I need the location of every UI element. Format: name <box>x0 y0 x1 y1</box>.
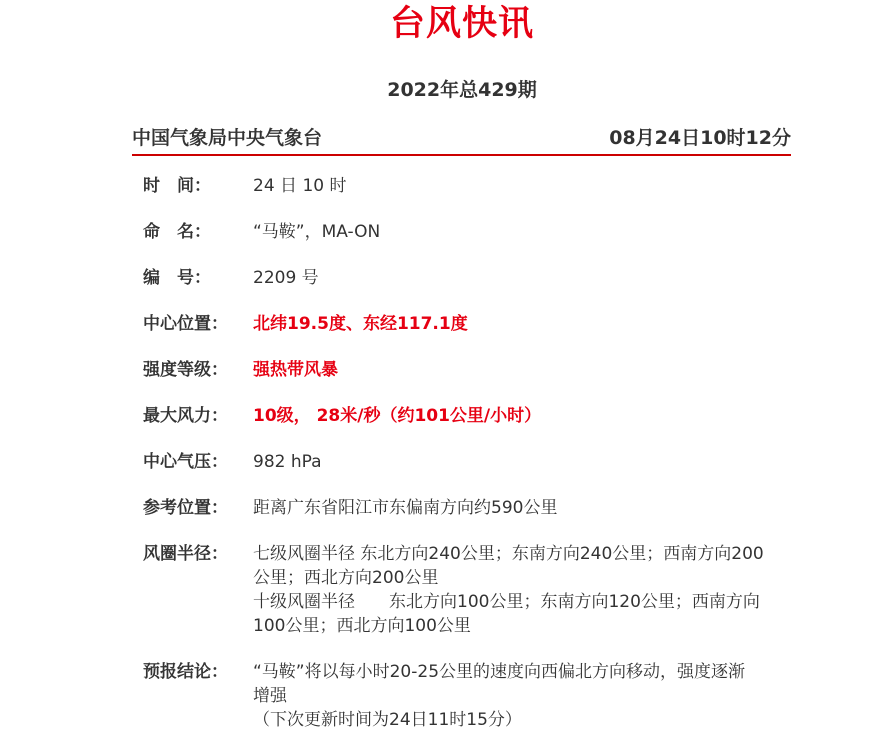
field-reference-position-value: 距离广东省阳江市东偏南方向约590公里 <box>253 498 558 518</box>
field-intensity-level-value: 强热带风暴 <box>253 360 338 380</box>
wind-radius-line-2a-prefix: 十级风圈半径 <box>253 592 355 612</box>
forecast-line-2: 增强 <box>253 686 287 706</box>
forecast-line-3: （下次更新时间为24日11时15分） <box>253 710 522 730</box>
field-wind-radius-value <box>253 542 783 638</box>
field-name-label: 命 名： <box>143 222 211 242</box>
field-max-wind-label: 最大风力： <box>143 406 228 426</box>
wind-radius-line-1a: 七级风圈半径 东北方向240公里；东南方向240公里；西南方向200 <box>253 544 764 564</box>
page-title: 台风快讯 <box>389 4 534 44</box>
field-forecast-label: 预报结论： <box>143 662 228 682</box>
field-number-value: 2209 号 <box>253 268 319 288</box>
forecast-line-1: “马鞍”将以每小时20-25公里的速度向西偏北方向移动，强度逐渐 <box>253 662 746 682</box>
field-time-label: 时 间： <box>143 176 211 196</box>
field-center-pressure-value: 982 hPa <box>253 452 322 472</box>
field-number-label: 编 号： <box>143 268 211 288</box>
issue-time: 08月24日10时12分 <box>609 127 791 149</box>
issue-number: 2022年总429期 <box>387 79 537 101</box>
field-wind-radius-label: 风圈半径： <box>143 544 228 564</box>
wind-radius-line-2a-text: 东北方向100公里；东南方向120公里；西南方向 <box>389 592 760 612</box>
field-center-pressure-label: 中心气压： <box>143 452 228 472</box>
bulletin-header <box>132 126 791 156</box>
field-forecast-value <box>253 660 783 732</box>
wind-radius-line-1b: 公里；西北方向200公里 <box>253 568 439 588</box>
field-center-position-label: 中心位置： <box>143 314 228 334</box>
field-intensity-level-label: 强度等级： <box>143 360 228 380</box>
wind-radius-line-2b: 100公里；西北方向100公里 <box>253 616 471 636</box>
wind-radius-line-2a <box>253 590 783 614</box>
field-max-wind-value: 10级， 28米/秒（约101公里/小时） <box>253 406 542 426</box>
field-name-value: “马鞍”，MA-ON <box>253 222 381 242</box>
field-center-position-value: 北纬19.5度、东经117.1度 <box>253 314 468 334</box>
field-reference-position-label: 参考位置： <box>143 498 228 518</box>
agency-name: 中国气象局中央气象台 <box>132 127 323 149</box>
field-time-value: 24 日 10 时 <box>253 176 347 196</box>
